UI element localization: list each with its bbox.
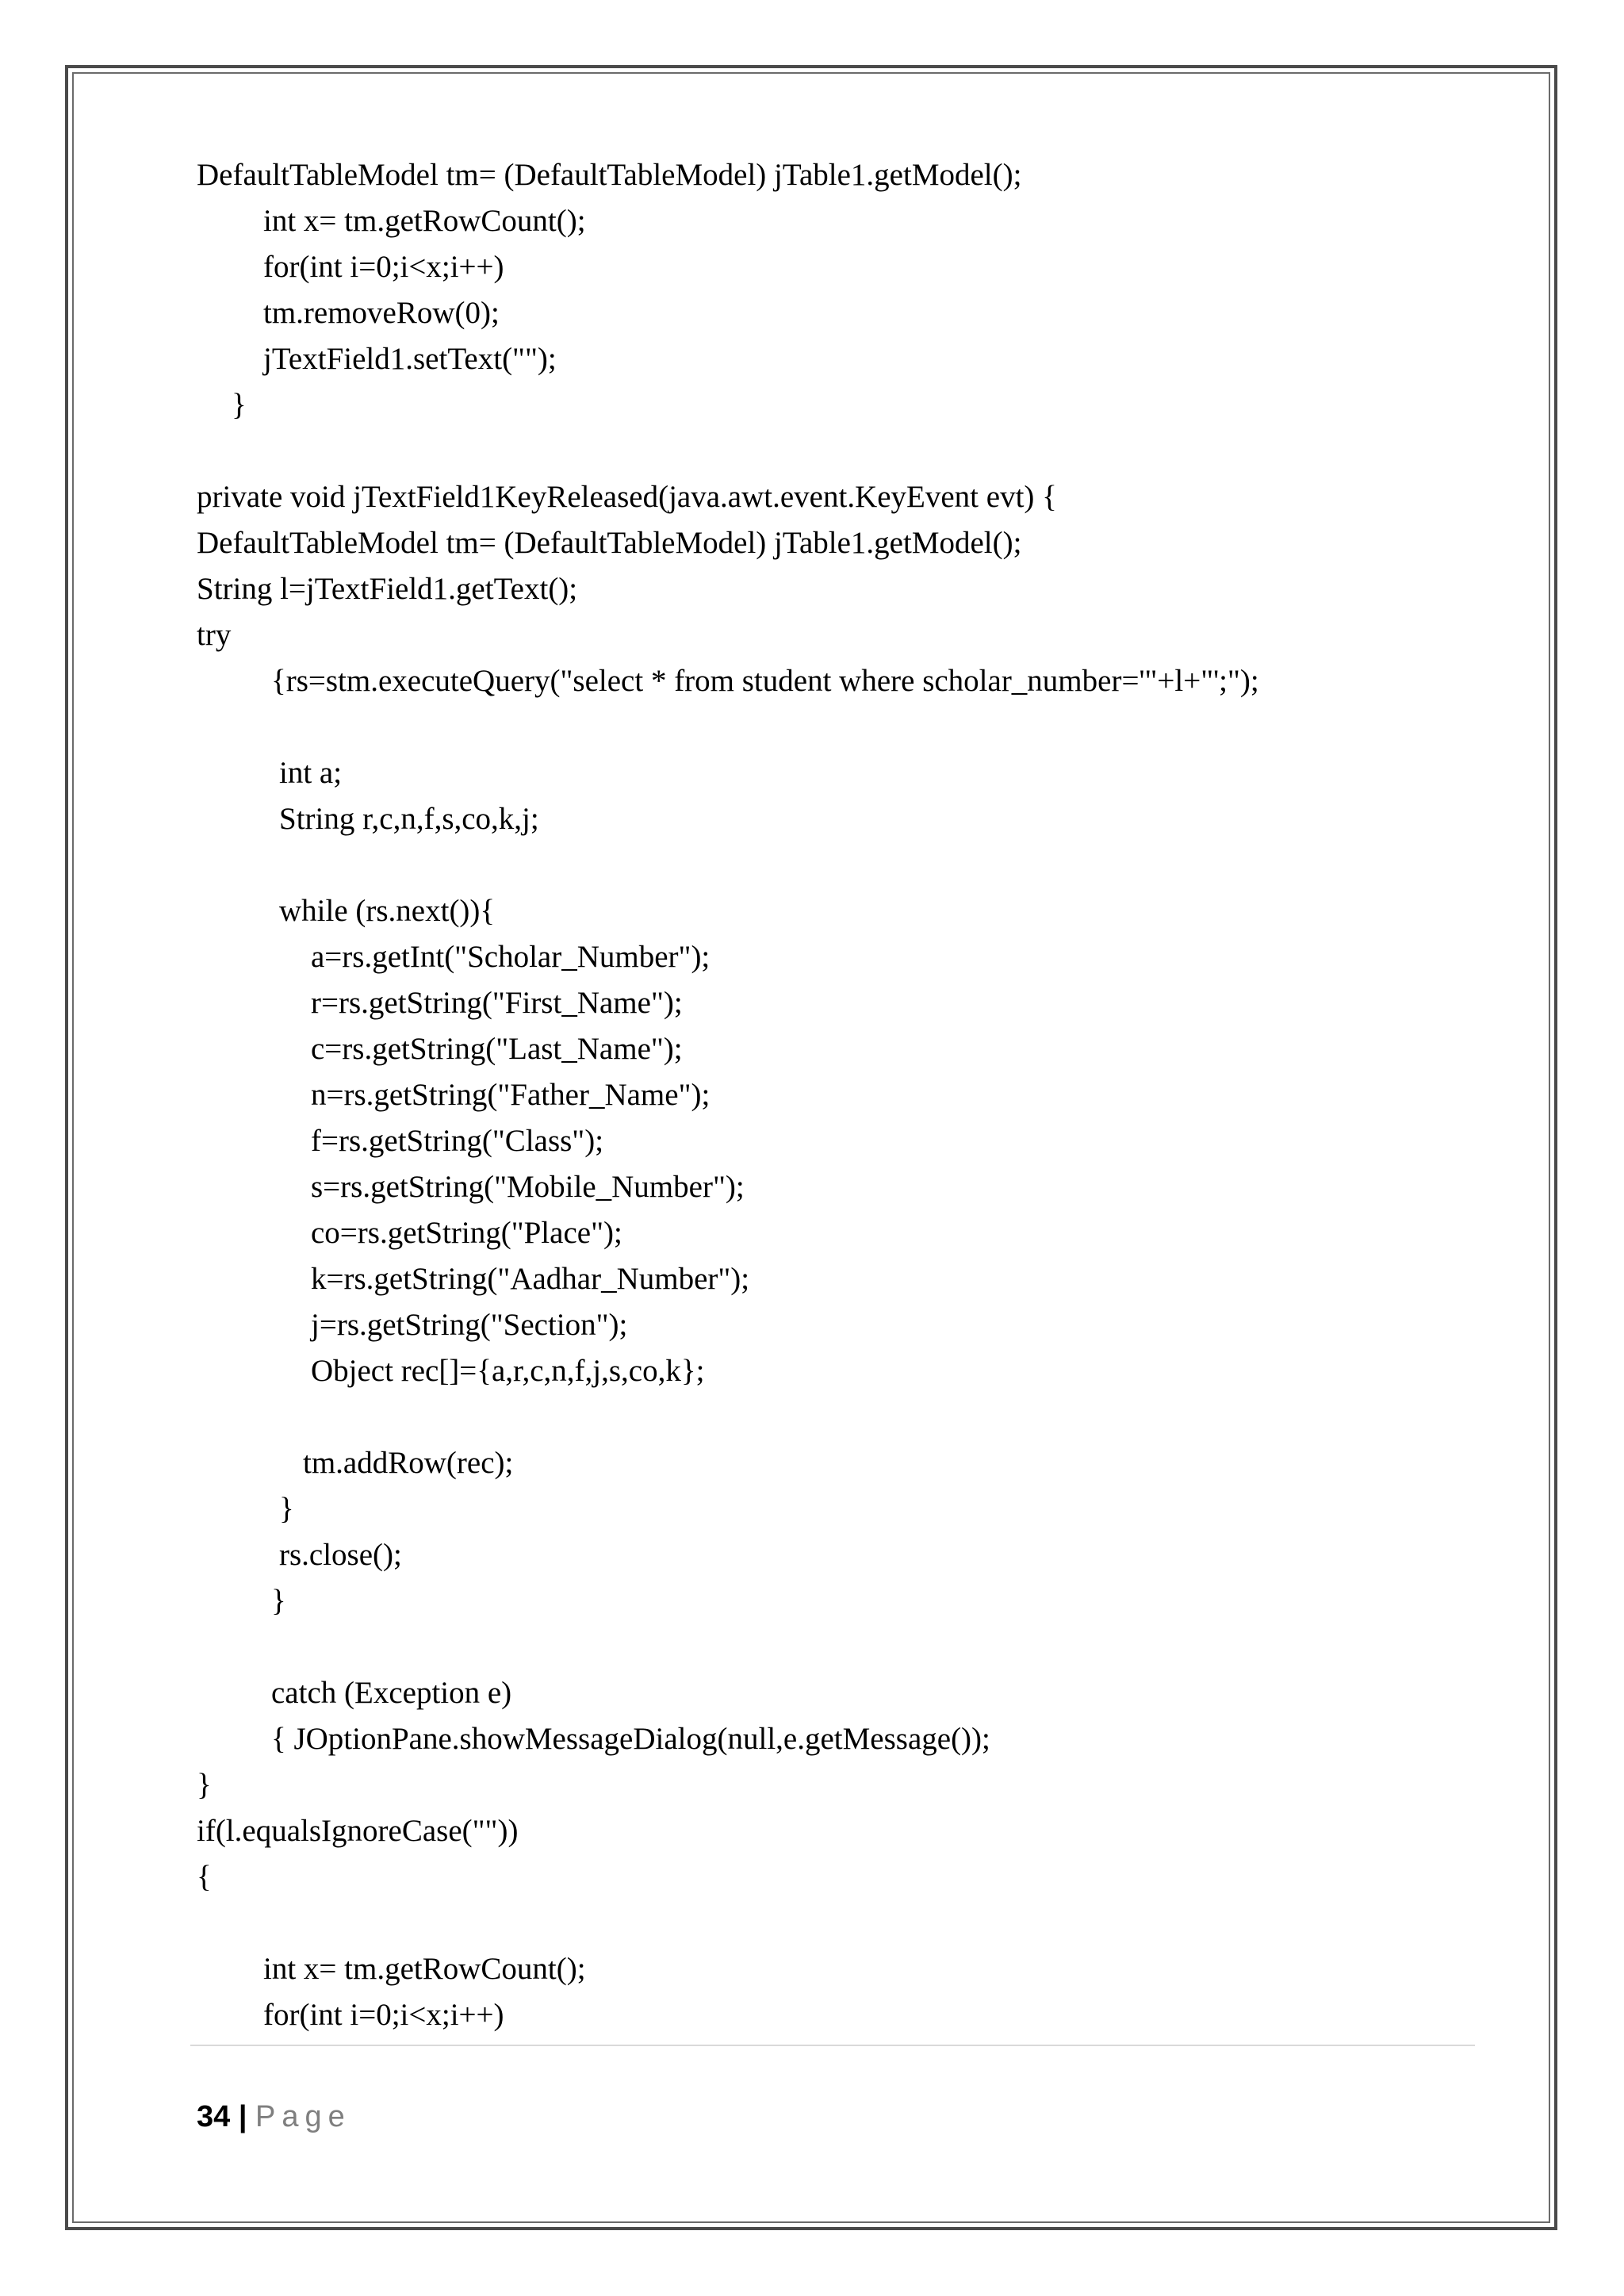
code-line: String l=jTextField1.getText(); <box>197 572 578 606</box>
code-line: jTextField1.setText(""); <box>263 342 557 376</box>
code-line: } <box>197 1768 212 1802</box>
code-line: tm.addRow(rec); <box>303 1446 514 1480</box>
page-separator: | <box>238 2100 247 2133</box>
code-line: } <box>271 1584 286 1618</box>
code-line: rs.close(); <box>279 1538 402 1572</box>
page-footer <box>197 2099 351 2135</box>
code-line: a=rs.getInt("Scholar_Number"); <box>311 940 710 974</box>
code-line: private void jTextField1KeyReleased(java.awt.event.KeyEvent evt) { <box>197 480 1057 514</box>
code-line: Object rec[]={a,r,c,n,f,j,s,co,k}; <box>311 1354 705 1388</box>
code-line: k=rs.getString("Aadhar_Number"); <box>311 1262 750 1296</box>
code-line: c=rs.getString("Last_Name"); <box>311 1032 683 1066</box>
code-line: f=rs.getString("Class"); <box>311 1124 604 1158</box>
code-line: { JOptionPane.showMessageDialog(null,e.getMessage()); <box>271 1722 990 1756</box>
code-line: tm.removeRow(0); <box>263 296 500 330</box>
code-line: {rs=stm.executeQuery("select * from student where scholar_number='"+l+"';"); <box>271 664 1259 698</box>
code-line: if(l.equalsIgnoreCase("")) <box>197 1814 519 1848</box>
code-line: int x= tm.getRowCount(); <box>263 1952 586 1986</box>
code-line: for(int i=0;i<x;i++) <box>263 1998 504 2032</box>
code-line: catch (Exception e) <box>271 1676 512 1710</box>
code-line: r=rs.getString("First_Name"); <box>311 986 683 1020</box>
page-number: 34 <box>197 2100 231 2133</box>
code-line: DefaultTableModel tm= (DefaultTableModel) jTable1.getModel(); <box>197 158 1022 192</box>
footer-divider <box>190 2045 1475 2046</box>
code-line: DefaultTableModel tm= (DefaultTableModel) jTable1.getModel(); <box>197 526 1022 560</box>
code-line: try <box>197 618 232 652</box>
code-line: int a; <box>279 756 343 790</box>
code-line: s=rs.getString("Mobile_Number"); <box>311 1170 745 1204</box>
code-line: int x= tm.getRowCount(); <box>263 204 586 238</box>
code-line: j=rs.getString("Section"); <box>311 1308 628 1342</box>
code-line: } <box>232 388 247 422</box>
code-line: for(int i=0;i<x;i++) <box>263 250 504 284</box>
code-line: co=rs.getString("Place"); <box>311 1216 622 1250</box>
page-border-inner <box>72 72 1550 2223</box>
page-label: Page <box>255 2100 351 2133</box>
code-line: { <box>197 1860 212 1894</box>
code-line: } <box>279 1492 294 1526</box>
code-line: while (rs.next()){ <box>279 894 496 928</box>
code-line: n=rs.getString("Father_Name"); <box>311 1078 710 1112</box>
code-line: String r,c,n,f,s,co,k,j; <box>279 802 539 836</box>
